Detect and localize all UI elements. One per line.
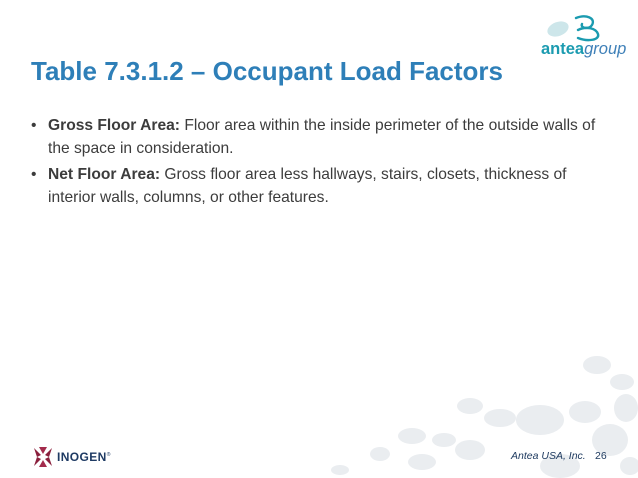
bullet-item-net-floor-area <box>31 164 601 209</box>
inogen-x-icon <box>32 446 54 468</box>
bullet-text: Gross floor area less hallways, stairs, closets, thickness of interior walls, columns, or other features. <box>48 166 567 206</box>
antea-group-logo: anteagroup <box>541 40 627 58</box>
bullet-marker: • <box>31 117 37 134</box>
bullet-item-gross-floor-area <box>31 115 601 160</box>
bullet-term: Gross Floor Area: <box>48 117 180 134</box>
inogen-logo-text: INOGEN <box>57 450 107 464</box>
bullet-list <box>31 115 601 213</box>
page-number: 26 <box>595 450 607 462</box>
bullet-term: Net Floor Area: <box>48 166 161 183</box>
registered-mark: ® <box>106 452 111 458</box>
bullet-text: Floor area within the inside perimeter of the outside walls of the space in consideration. <box>48 117 596 157</box>
bullet-marker: • <box>31 166 37 183</box>
footer-company: Antea USA, Inc. <box>511 450 586 462</box>
slide-title: Table 7.3.1.2 – Occupant Load Factors <box>31 56 503 86</box>
